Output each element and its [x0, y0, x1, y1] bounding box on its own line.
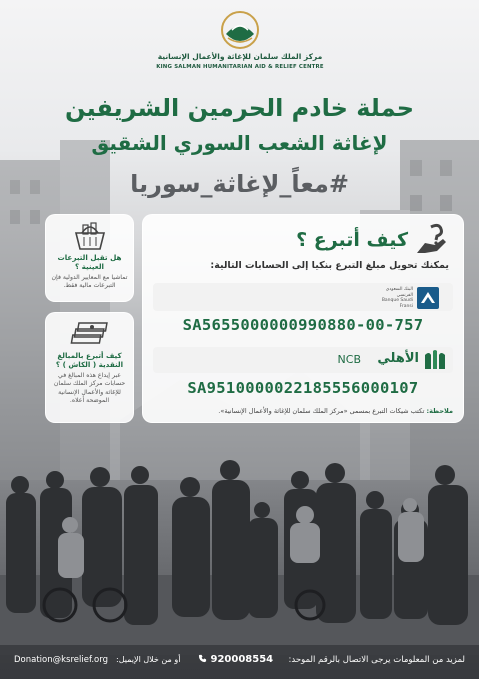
campaign-title-line1: حملة خادم الحرمين الشريفين: [64, 94, 414, 122]
in-kind-question: هل تقبل التبرعات العينية ؟: [57, 253, 122, 271]
ncb-name-english: NCB: [337, 353, 361, 366]
in-kind-answer: تماشيا مع المعايير الدولية فإن التبرعات مالية فقط.: [51, 274, 128, 290]
refugees-crowd-image: [0, 455, 479, 655]
how-to-donate-title: كيف أتبرع ؟: [296, 229, 408, 251]
bank-card-bsf: [153, 283, 453, 311]
cash-donations-box: [45, 312, 134, 423]
bsf-name: [373, 287, 413, 310]
note-text: تكتب شيكات التبرع بمسمى «مركز الملك سلمان للإغاثة والأعمال الإنسانية».: [218, 407, 425, 415]
bsf-logo-icon: [417, 287, 447, 309]
bsf-iban: SA5655000000990880-00-757: [182, 316, 424, 334]
cheque-note: [153, 407, 453, 415]
campaign-title-line2: لإغاثة الشعب السوري الشقيق: [91, 131, 388, 155]
in-kind-donations-box: [45, 214, 134, 302]
org-name-english: KING SALMAN HUMANITARIAN AID & RELIEF CENTRE: [156, 64, 324, 70]
campaign-hashtag: #معاً_لإغاثة_سوريا: [130, 170, 349, 198]
ncb-iban: SA9510000022185556000107: [187, 379, 419, 397]
cash-stack-icon: [70, 317, 110, 349]
bank-card-ncb: [153, 347, 453, 373]
org-name-arabic: مركز الملك سلمان للإغاثة والأعمال الإنسانية: [157, 52, 323, 61]
contact-email-link[interactable]: Donation@ksrelief.org: [14, 655, 108, 665]
note-label: ملاحظة:: [426, 407, 453, 415]
contact-footer: [0, 645, 479, 679]
contact-phone[interactable]: [195, 654, 273, 665]
phone-icon: [198, 654, 207, 663]
contact-or-text: أو من خلال الإيميل:: [116, 655, 181, 664]
cash-answer: عبر إيداع هذه المبالغ في حسابات مركز الملك سلمان للإغاثة والأعمال الإنسانية الموضحة أعلاه.: [53, 372, 126, 405]
bsf-name-arabic: البنك السعودي الفرنسي: [385, 287, 413, 298]
contact-info-text: لمزيد من المعلومات يرجى الاتصال بالرقم الموحد:: [288, 655, 465, 665]
bsf-name-english: Banque Saudi Fransi: [381, 298, 413, 309]
how-to-donate-box: [142, 214, 464, 423]
ncb-name-arabic: الأهلي: [377, 351, 419, 366]
ksrelief-logo: [150, 8, 330, 80]
ksrelief-emblem-icon: [218, 8, 262, 52]
cash-question: كيف أتبرع بالمبالغ النقدية ( الكاش ) ؟: [55, 351, 124, 369]
ncb-logo-icon: [423, 349, 447, 371]
basket-icon: [70, 219, 110, 251]
hand-question-icon: [413, 223, 451, 257]
phone-number: 920008554: [210, 654, 274, 665]
how-to-donate-subtitle: يمكنك تحويل مبلغ التبرع بنكيا إلى الحسابات التالية:: [210, 260, 449, 271]
